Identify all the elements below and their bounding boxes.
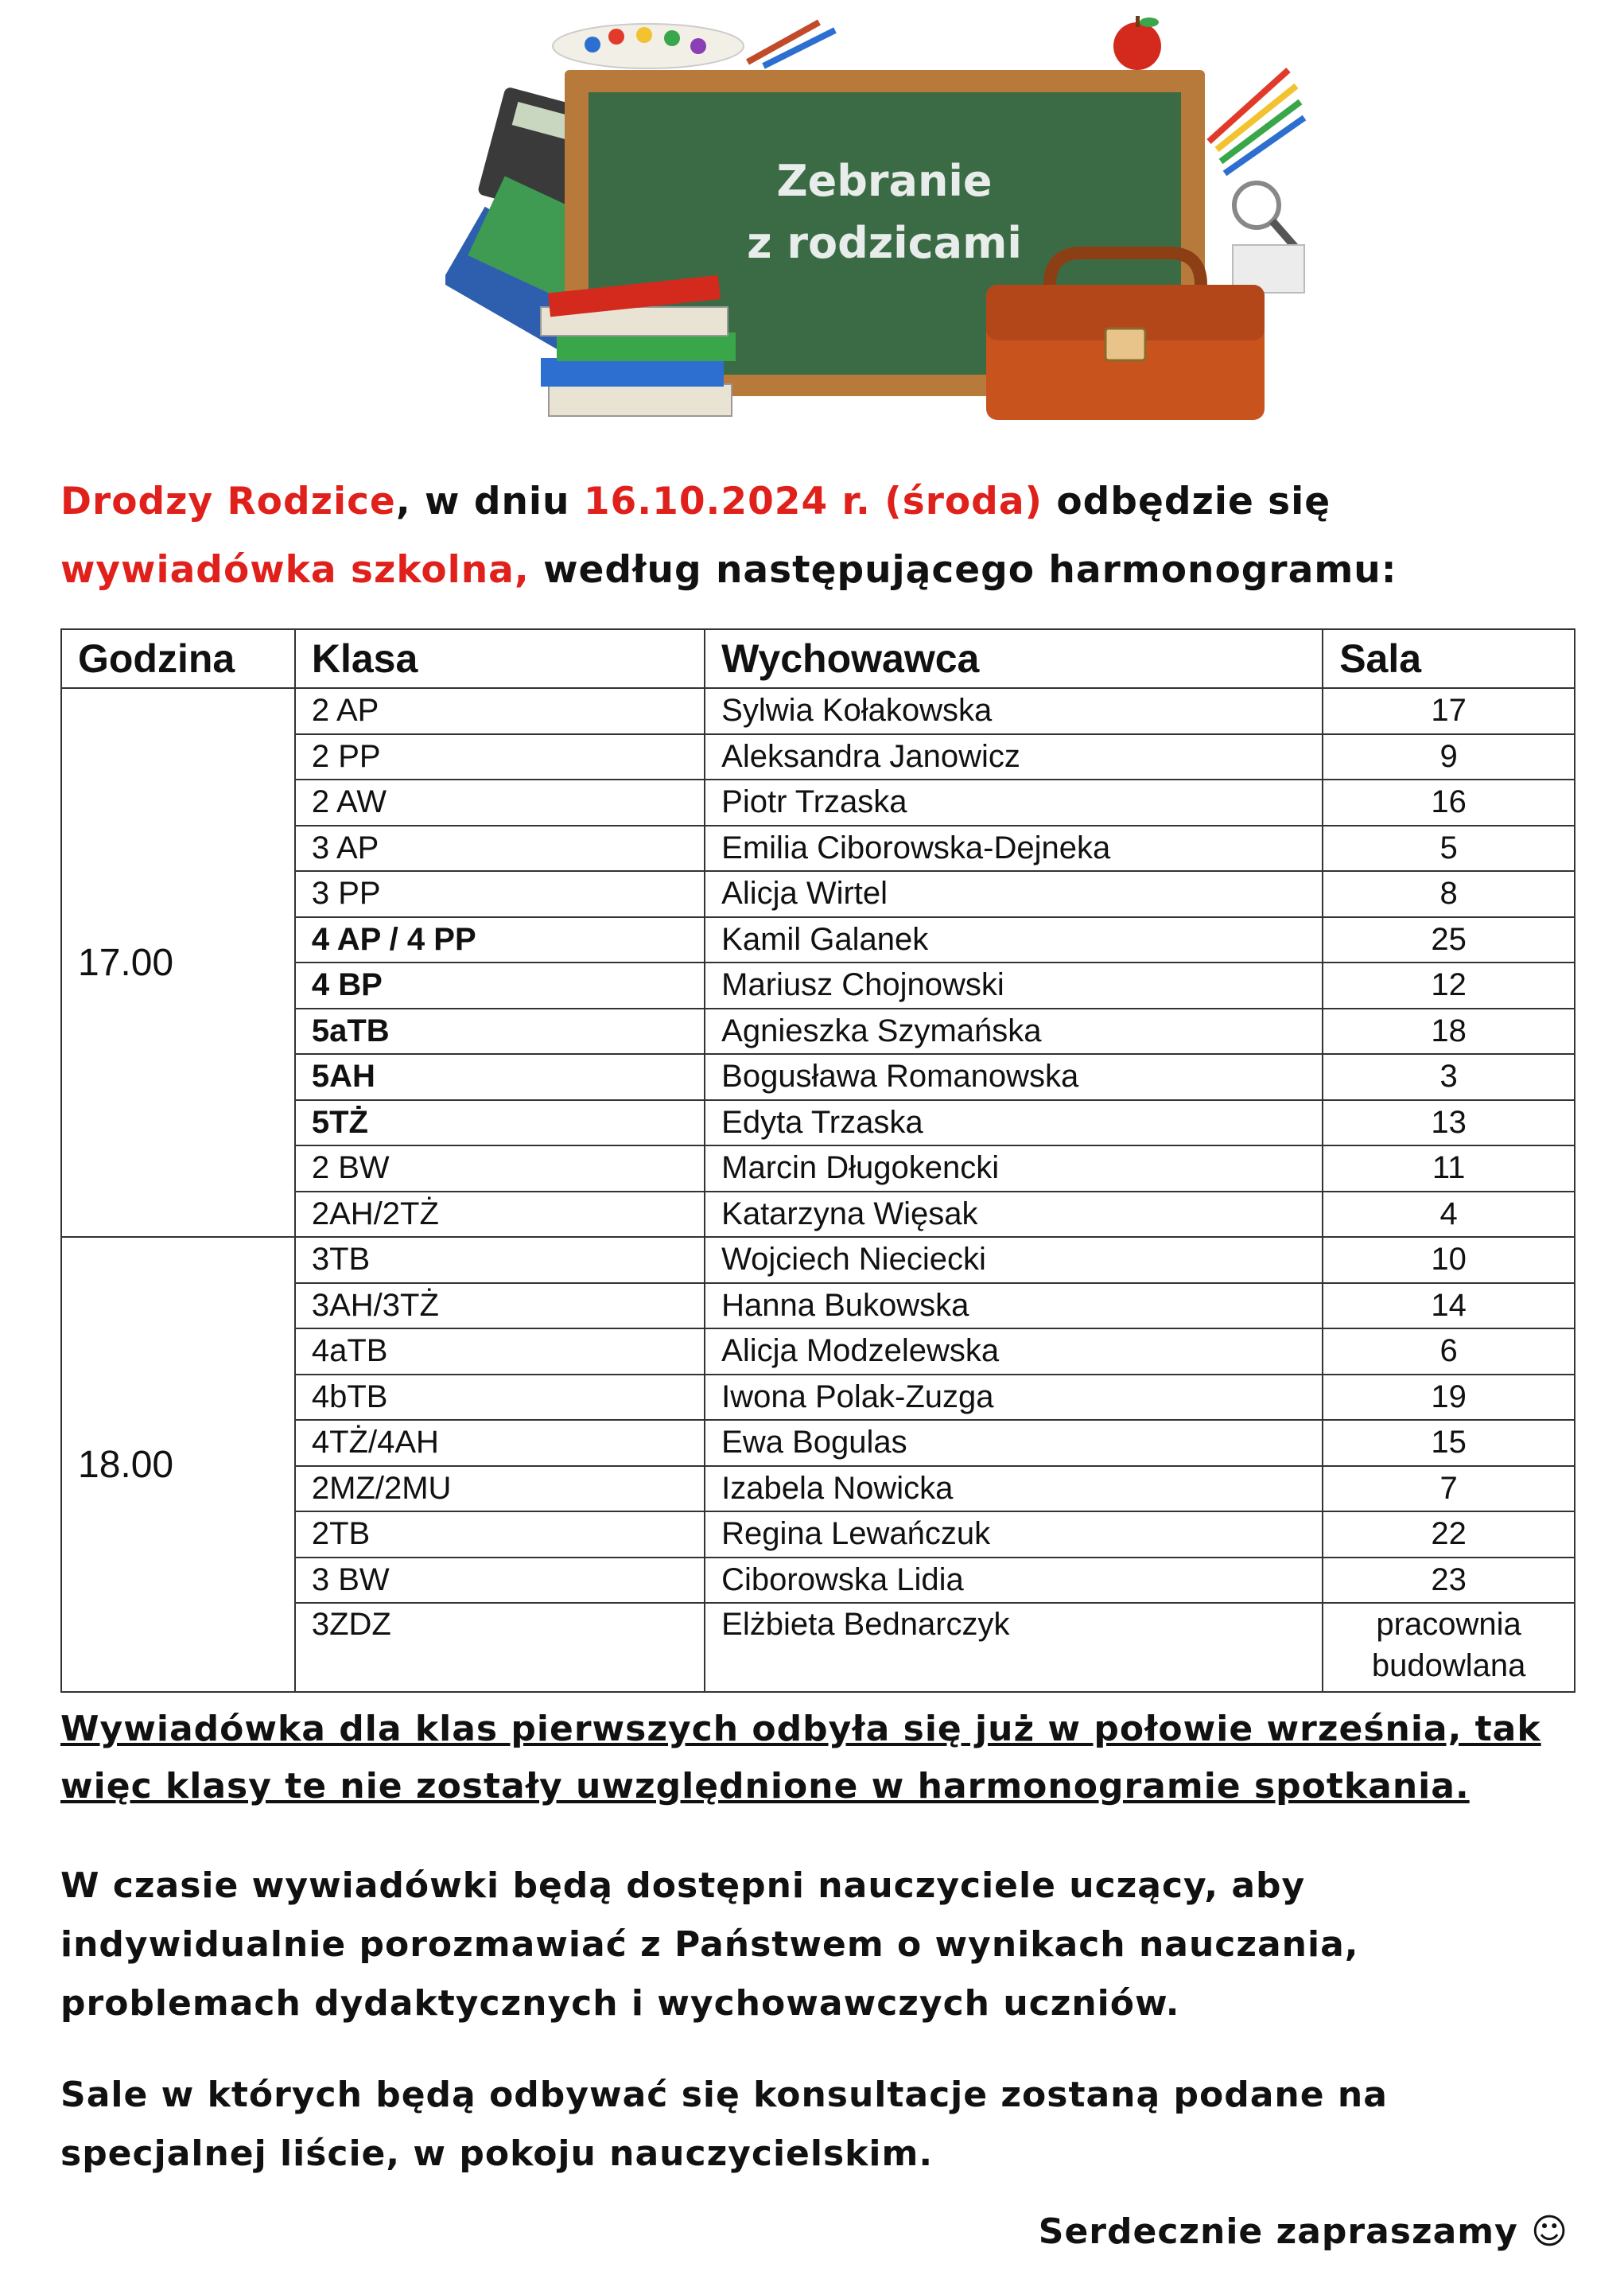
wychowawca-cell: Iwona Polak-Zuzga [705, 1375, 1323, 1421]
apple-icon [1113, 16, 1161, 70]
klasa-cell: 5AH [295, 1054, 705, 1100]
intro-date-prefix: , w dniu [395, 480, 584, 523]
klasa-cell: 2TB [295, 1511, 705, 1558]
wychowawca-cell: Sylwia Kołakowska [705, 688, 1323, 734]
sala-cell: 22 [1323, 1511, 1575, 1558]
sala-cell: 3 [1323, 1054, 1575, 1100]
klasa-cell: 2AH/2TŻ [295, 1192, 705, 1238]
wychowawca-cell: Emilia Ciborowska-Dejneka [705, 826, 1323, 872]
brushes-icon [748, 22, 835, 66]
klasa-cell: 5aTB [295, 1009, 705, 1055]
table-row [61, 688, 1575, 734]
klasa-cell: 4bTB [295, 1375, 705, 1421]
wychowawca-cell: Elżbieta Bednarczyk [705, 1603, 1323, 1692]
klasa-cell: 4TŻ/4AH [295, 1420, 705, 1466]
table-header-row [61, 629, 1575, 688]
hour-cell: 17.00 [61, 688, 295, 1237]
sala-cell: 11 [1323, 1145, 1575, 1192]
wychowawca-cell: Izabela Nowicka [705, 1466, 1323, 1512]
intro-date: 16.10.2024 r. (środa) [583, 480, 1043, 523]
sala-cell: 9 [1323, 734, 1575, 780]
sala-cell: pracownia budowlana [1323, 1603, 1575, 1692]
sala-cell: 13 [1323, 1100, 1575, 1146]
wychowawca-cell: Ewa Bogulas [705, 1420, 1323, 1466]
palette-icon [553, 24, 744, 68]
intro-text [60, 468, 1572, 605]
klasa-cell: 4aTB [295, 1328, 705, 1375]
klasa-cell: 3TB [295, 1237, 705, 1283]
sala-cell: 12 [1323, 963, 1575, 1009]
header-sala: Sala [1323, 629, 1575, 688]
klasa-cell: 2MZ/2MU [295, 1466, 705, 1512]
sala-cell: 19 [1323, 1375, 1575, 1421]
sala-cell: 17 [1323, 688, 1575, 734]
wychowawca-cell: Mariusz Chojnowski [705, 963, 1323, 1009]
klasa-cell: 2 AW [295, 780, 705, 826]
sala-cell: 15 [1323, 1420, 1575, 1466]
sala-cell: 7 [1323, 1466, 1575, 1512]
intro-suffix: według następującego harmonogramu: [529, 548, 1397, 592]
teachers-paragraph: W czasie wywiadówki będą dostępni nauczyciele uczący, aby indywidualnie porozmawiać z Państwem o wynikach nauczania, problemach dydaktycznych i wychowawczych uczniów. [60, 1865, 1359, 2024]
intro-event-prefix: odbędzie się [1043, 480, 1331, 523]
klasa-cell: 3 AP [295, 826, 705, 872]
wychowawca-cell: Hanna Bukowska [705, 1283, 1323, 1329]
sala-cell: 25 [1323, 917, 1575, 963]
klasa-cell: 2 BW [295, 1145, 705, 1192]
sala-cell: 8 [1323, 871, 1575, 917]
klasa-cell: 2 AP [295, 688, 705, 734]
hour-cell: 18.00 [61, 1237, 295, 1692]
klasa-cell: 3AH/3TŻ [295, 1283, 705, 1329]
wychowawca-cell: Ciborowska Lidia [705, 1558, 1323, 1604]
wychowawca-cell: Regina Lewańczuk [705, 1511, 1323, 1558]
sala-cell: 10 [1323, 1237, 1575, 1283]
klasa-cell: 4 AP / 4 PP [295, 917, 705, 963]
closing-text: Serdecznie zapraszamy ☺ [1038, 2211, 1568, 2252]
wychowawca-cell: Alicja Modzelewska [705, 1328, 1323, 1375]
wychowawca-cell: Wojciech Nieciecki [705, 1237, 1323, 1283]
klasa-cell: 3 PP [295, 871, 705, 917]
rooms-paragraph: Sale w których będą odbywać się konsultacje zostaną podane na specjalnej liście, w pokoju nauczycielskim. [60, 2075, 1388, 2174]
wychowawca-cell: Agnieszka Szymańska [705, 1009, 1323, 1055]
wychowawca-cell: Bogusława Romanowska [705, 1054, 1323, 1100]
header-godzina: Godzina [61, 629, 295, 688]
books-icon [541, 275, 736, 416]
sala-cell: 16 [1323, 780, 1575, 826]
wychowawca-cell: Edyta Trzaska [705, 1100, 1323, 1146]
intro-event: wywiadówka szkolna, [60, 548, 530, 592]
schedule-body [61, 688, 1575, 1692]
sala-cell: 4 [1323, 1192, 1575, 1238]
wychowawca-cell: Marcin Długokencki [705, 1145, 1323, 1192]
sala-cell: 18 [1323, 1009, 1575, 1055]
header-wychowawca: Wychowawca [705, 629, 1323, 688]
wychowawca-cell: Aleksandra Janowicz [705, 734, 1323, 780]
klasa-cell: 3 BW [295, 1558, 705, 1604]
wychowawca-cell: Katarzyna Więsak [705, 1192, 1323, 1238]
sala-cell: 6 [1323, 1328, 1575, 1375]
banner-title-line2: z rodzicami [747, 218, 1022, 268]
klasa-cell: 3ZDZ [295, 1603, 705, 1692]
klasa-cell: 4 BP [295, 963, 705, 1009]
banner-illustration [445, 14, 1320, 436]
banner-title-line1: Zebranie [776, 156, 993, 206]
wychowawca-cell: Kamil Galanek [705, 917, 1323, 963]
table-row [61, 1237, 1575, 1283]
schedule-table [60, 628, 1575, 1693]
wychowawca-cell: Alicja Wirtel [705, 871, 1323, 917]
sala-cell: 23 [1323, 1558, 1575, 1604]
sala-cell: 5 [1323, 826, 1575, 872]
first-year-note: Wywiadówka dla klas pierwszych odbyła się już w połowie września, tak więc klasy te nie zostały uwzględnione w harmonogramie spotkania. [60, 1709, 1541, 1806]
klasa-cell: 2 PP [295, 734, 705, 780]
intro-greeting: Drodzy Rodzice [60, 480, 396, 523]
wychowawca-cell: Piotr Trzaska [705, 780, 1323, 826]
klasa-cell: 5TŻ [295, 1100, 705, 1146]
header-klasa: Klasa [295, 629, 705, 688]
sala-cell: 14 [1323, 1283, 1575, 1329]
pencils-icon [1209, 70, 1304, 293]
